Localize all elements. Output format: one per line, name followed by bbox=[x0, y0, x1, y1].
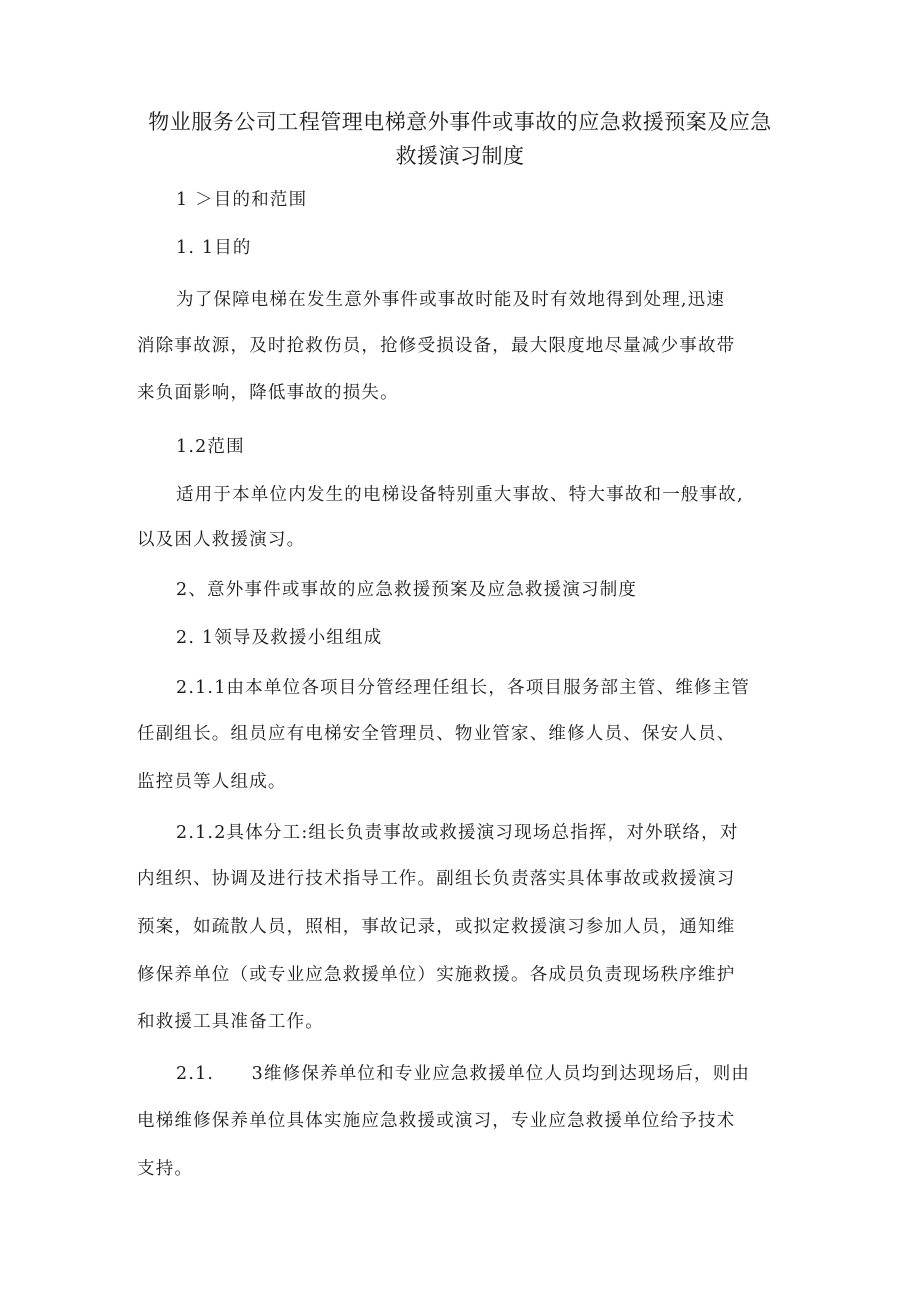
paragraph-line: 2.1. 3维修保养单位和专业应急救援单位人员均到达现场后，则由 bbox=[176, 1064, 751, 1084]
paragraph-line: 和救援工具准备工作。 bbox=[137, 1012, 324, 1032]
paragraph-line: 2.1.1由本单位各项目分管经理任组长，各项目服务部主管、维修主管 bbox=[176, 678, 751, 698]
section-heading-2: 2、意外事件或事故的应急救援预案及应急救援演习制度 bbox=[176, 580, 638, 600]
paragraph-line: 以及困人救援演习。 bbox=[137, 530, 306, 550]
paragraph-line: 电梯维修保养单位具体实施应急救援或演习，专业应急救援单位给予技术 bbox=[137, 1111, 736, 1131]
paragraph-line: 2.1.2具体分工:组长负责事故或救援演习现场总指挥，对外联络，对 bbox=[176, 823, 739, 843]
paragraph-line: 监控员等人组成。 bbox=[137, 772, 287, 792]
subsection-heading-1-1: 1. 1目的 bbox=[176, 238, 252, 258]
paragraph-line: 为了保障电梯在发生意外事件或事故时能及时有效地得到处理,迅速 bbox=[176, 290, 726, 310]
paragraph-line: 内组织、协调及进行技术指导工作。副组长负责落实具体事故或救援演习 bbox=[137, 869, 736, 889]
paragraph-line: 修保养单位（或专业应急救援单位）实施救援。各成员负责现场秩序维护 bbox=[137, 965, 736, 985]
subsection-heading-2-1: 2. 1领导及救援小组组成 bbox=[176, 628, 383, 648]
paragraph-line: 适用于本单位内发生的电梯设备特别重大事故、特大事故和一般事故, bbox=[176, 485, 744, 505]
paragraph-line: 任副组长。组员应有电梯安全管理员、物业管家、维修人员、保安人员、 bbox=[137, 724, 736, 744]
document-title-line-2: 救援演习制度 bbox=[395, 144, 525, 168]
paragraph-line: 来负面影响，降低事故的损失。 bbox=[137, 383, 399, 403]
document-title-line-1: 物业服务公司工程管理电梯意外事件或事故的应急救援预案及应急 bbox=[148, 110, 772, 134]
paragraph-line: 预案，如疏散人员，照相，事故记录，或拟定救援演习参加人员，通知维 bbox=[137, 917, 736, 937]
paragraph-line: 消除事故源，及时抢救伤员，抢修受损设备，最大限度地尽量减少事故带 bbox=[137, 336, 736, 356]
section-heading-1: 1 ＞目的和范围 bbox=[176, 190, 308, 210]
paragraph-line: 支持。 bbox=[137, 1159, 194, 1179]
subsection-heading-1-2: 1.2范围 bbox=[176, 437, 245, 457]
